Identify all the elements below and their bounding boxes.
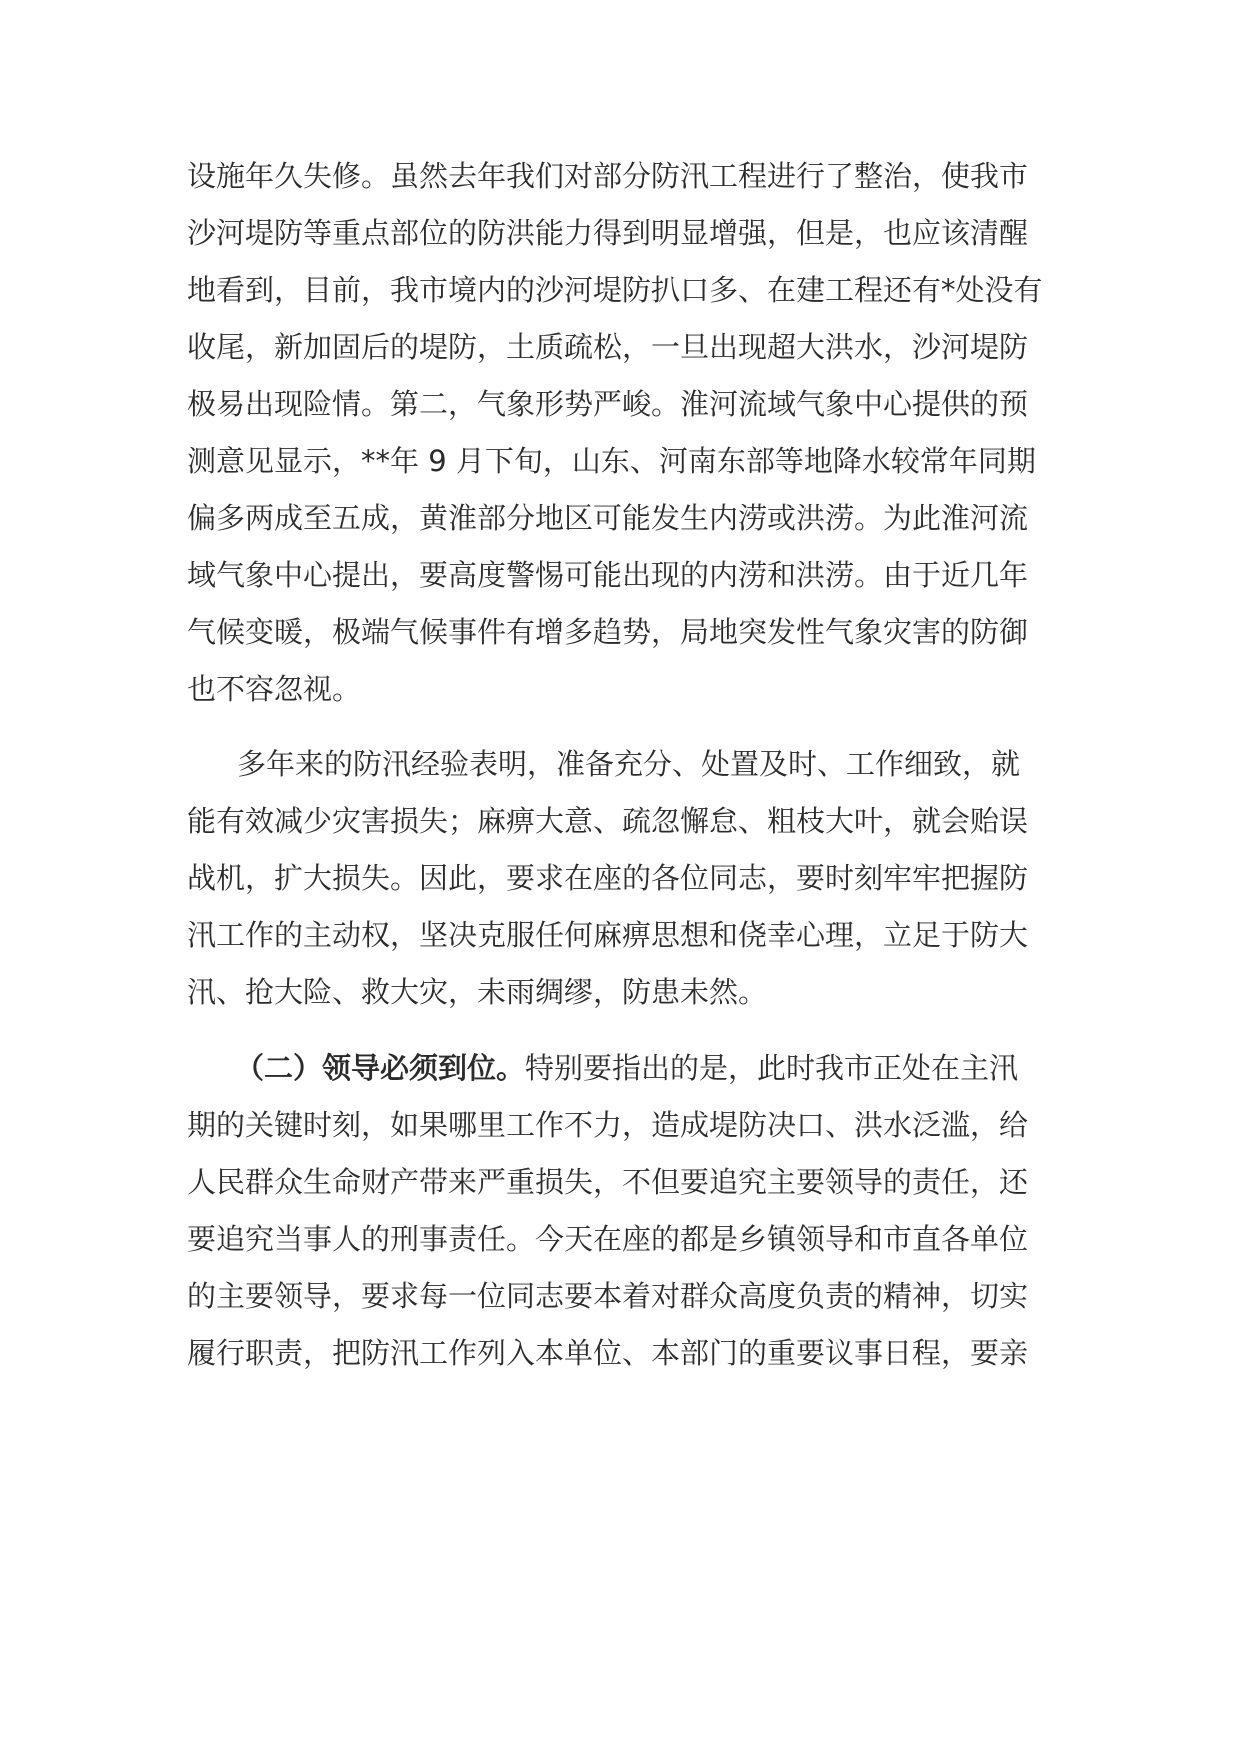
text-line: 人民群众生命财产带来严重损失，不但要追究主要领导的责任，还 [187, 1165, 1029, 1199]
text-line: 能有效减少灾害损失；麻痹大意、疏忽懈怠、粗枝大叶，就会贻误 [187, 804, 1029, 838]
text-line: 要追究当事人的刑事责任。今天在座的都是乡镇领导和市直各单位 [187, 1222, 1029, 1256]
section-paragraph-first-line [235, 1048, 1018, 1088]
text-line: 偏多两成至五成，黄淮部分地区可能发生内涝或洪涝。为此淮河流 [187, 501, 1029, 535]
text-line: 多年来的防汛经验表明，准备充分、处置及时、工作细致，就 [237, 747, 1021, 781]
text-line: 履行职责，把防汛工作列入本单位、本部门的重要议事日程，要亲 [187, 1336, 1029, 1370]
text-line: 汛工作的主动权，坚决克服任何麻痹思想和侥幸心理，立足于防大 [187, 918, 1029, 952]
text-line: 域气象中心提出，要高度警惕可能出现的内涝和洪涝。由于近几年 [187, 558, 1029, 592]
text-line: 收尾，新加固后的堤防，土质疏松，一旦出现超大洪水，沙河堤防 [187, 330, 1029, 364]
text-line: 地看到，目前，我市境内的沙河堤防扒口多、在建工程还有*处没有 [187, 273, 1043, 307]
text-line: 沙河堤防等重点部位的防洪能力得到明显增强，但是，也应该清醒 [187, 216, 1029, 250]
text-line: 极易出现险情。第二，气象形势严峻。淮河流域气象中心提供的预 [187, 387, 1029, 421]
section-heading: （二）领导必须到位。 [235, 1051, 526, 1085]
text-line: 设施年久失修。虽然去年我们对部分防汛工程进行了整治，使我市 [187, 159, 1029, 193]
text-line: 也不容忽视。 [187, 672, 362, 706]
text-line: 汛、抢大险、救大灾，未雨绸缪，防患未然。 [187, 975, 768, 1009]
text-line: 战机，扩大损失。因此，要求在座的各位同志，要时刻牢牢把握防 [187, 861, 1029, 895]
text-line: 测意见显示，**年 9 月下旬，山东、河南东部等地降水较常年同期 [187, 444, 1036, 478]
text-line: 气候变暖，极端气候事件有增多趋势，局地突发性气象灾害的防御 [187, 615, 1029, 649]
text-line: 的主要领导，要求每一位同志要本着对群众高度负责的精神，切实 [187, 1279, 1029, 1313]
text-line: 期的关键时刻，如果哪里工作不力，造成堤防决口、洪水泛滥，给 [187, 1108, 1029, 1142]
text-segment: 特别要指出的是，此时我市正处在主汛 [525, 1051, 1019, 1085]
